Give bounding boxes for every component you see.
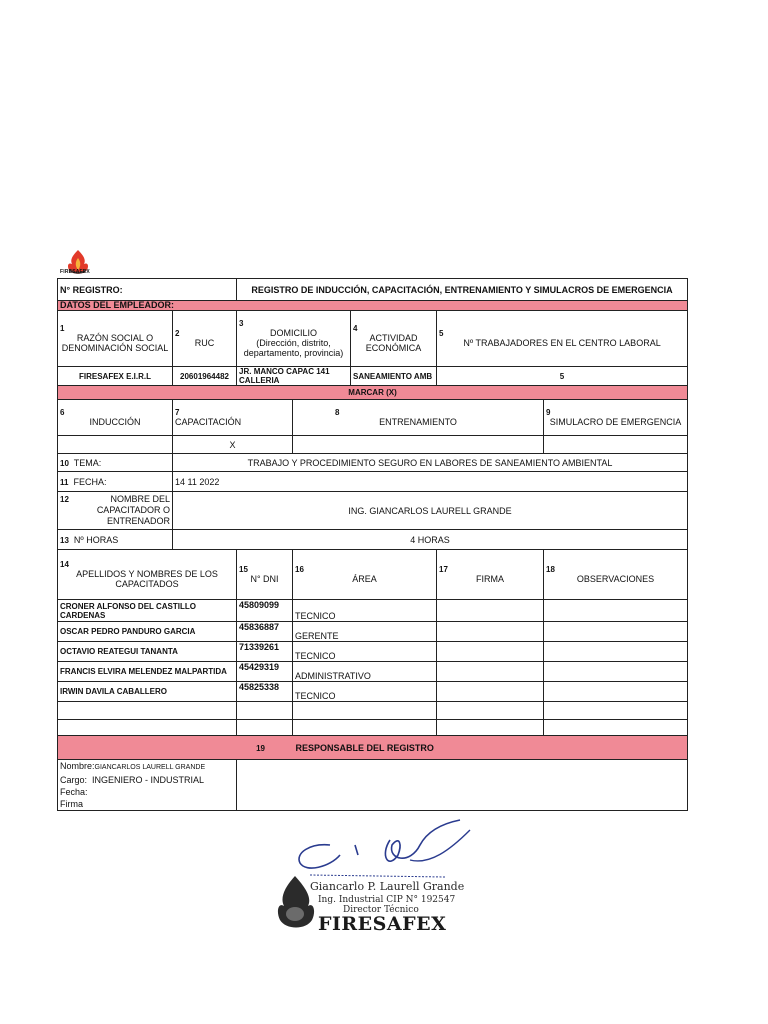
induccion-option: 6 INDUCCIÓN xyxy=(58,400,173,436)
capacitador-label: 12 NOMBRE DEL CAPACITADOR O ENTRENADOR xyxy=(58,492,173,530)
logo-text: FIRESAFEX xyxy=(60,269,90,275)
simulacro-option: 9 SIMULACRO DE EMERGENCIA xyxy=(544,400,688,436)
attendee-observaciones[interactable] xyxy=(544,662,688,682)
razon-social-value: FIRESAFEX E.I.R.L xyxy=(58,367,173,386)
attendee-firma[interactable] xyxy=(437,662,544,682)
attendee-firma[interactable] xyxy=(437,622,544,642)
nombre-label: Nombre: xyxy=(60,761,95,771)
stamp-name: Giancarlo P. Laurell Grande xyxy=(310,880,465,893)
attendee-observaciones[interactable] xyxy=(544,600,688,622)
responsable-title-row xyxy=(58,736,688,760)
registration-form xyxy=(57,278,687,811)
cargo-value: INGENIERO - INDUSTRIAL xyxy=(92,775,205,785)
attendee-observaciones[interactable] xyxy=(544,720,688,736)
ruc-value: 20601964482 xyxy=(173,367,237,386)
form-title: REGISTRO DE INDUCCIÓN, CAPACITACIÓN, ENTRENAMIENTO Y SIMULACROS DE EMERGENCIA xyxy=(237,279,688,301)
table-row xyxy=(58,682,688,702)
attendee-area: TECNICO xyxy=(293,600,437,622)
entrenamiento-option: 8 ENTRENAMIENTO xyxy=(293,400,544,436)
tema-value: TRABAJO Y PROCEDIMIENTO SEGURO EN LABORES DE SANEAMIENTO AMBIENTAL xyxy=(173,454,688,472)
area-header: 16 ÁREA xyxy=(293,550,437,600)
horas-label: 13 Nº HORAS xyxy=(58,530,173,550)
attendee-firma[interactable] xyxy=(437,720,544,736)
responsable-details xyxy=(58,760,237,811)
table-row xyxy=(58,662,688,682)
attendee-firma[interactable] xyxy=(437,642,544,662)
registro-label: N° REGISTRO: xyxy=(58,279,237,301)
attendee-dni: 45809099 xyxy=(237,600,293,622)
responsable-title: RESPONSABLE DEL REGISTRO xyxy=(295,742,434,753)
attendee-firma[interactable] xyxy=(437,702,544,720)
attendee-name: FRANCIS ELVIRA MELENDEZ MALPARTIDA xyxy=(58,662,237,682)
attendee-name: OCTAVIO REATEGUI TANANTA xyxy=(58,642,237,662)
attendee-observaciones[interactable] xyxy=(544,702,688,720)
attendee-name[interactable] xyxy=(58,702,237,720)
form-table xyxy=(57,278,688,811)
attendee-area: TECNICO xyxy=(293,642,437,662)
razon-social-header: 1 RAZÓN SOCIAL O DENOMINACIÓN SOCIAL xyxy=(58,311,173,367)
trabajadores-value: 5 xyxy=(437,367,688,386)
attendee-name: OSCAR PEDRO PANDURO GARCIA xyxy=(58,622,237,642)
entrenamiento-mark[interactable] xyxy=(293,436,544,454)
stamp-brand: FIRESAFEX xyxy=(318,913,447,935)
attendee-dni: 45825338 xyxy=(237,682,293,702)
attendee-firma[interactable] xyxy=(437,682,544,702)
attendee-firma[interactable] xyxy=(437,600,544,622)
attendee-name[interactable] xyxy=(58,720,237,736)
attendee-name: IRWIN DAVILA CABALLERO xyxy=(58,682,237,702)
attendee-area: TECNICO xyxy=(293,682,437,702)
trabajadores-header: 5 Nº TRABAJADORES EN EL CENTRO LABORAL xyxy=(437,311,688,367)
attendee-dni: 45429319 xyxy=(237,662,293,682)
induccion-mark[interactable] xyxy=(58,436,173,454)
nombres-header: 14 APELLIDOS Y NOMBRES DE LOS CAPACITADOS xyxy=(58,550,237,600)
table-row xyxy=(58,622,688,642)
actividad-value: SANEAMIENTO AMB xyxy=(351,367,437,386)
capacitador-value: ING. GIANCARLOS LAURELL GRANDE xyxy=(173,492,688,530)
table-row xyxy=(58,702,688,720)
attendee-dni: 71339261 xyxy=(237,642,293,662)
horas-value: 4 HORAS xyxy=(173,530,688,550)
attendee-dni[interactable] xyxy=(237,702,293,720)
attendee-area[interactable] xyxy=(293,702,437,720)
empleador-section-title: DATOS DEL EMPLEADOR: xyxy=(58,301,688,311)
table-row xyxy=(58,600,688,622)
ruc-header: 2 RUC xyxy=(173,311,237,367)
attendee-area: ADMINISTRATIVO xyxy=(293,662,437,682)
attendee-name: CRONER ALFONSO DEL CASTILLO CARDENAS xyxy=(58,600,237,622)
tema-label: 10 TEMA: xyxy=(58,454,173,472)
domicilio-header: 3 DOMICILIO (Dirección, distrito, departamento, provincia) xyxy=(237,311,351,367)
capacitacion-mark[interactable]: X xyxy=(173,436,293,454)
fecha-resp-label: Fecha: xyxy=(60,787,88,797)
observaciones-header: 18 OBSERVACIONES xyxy=(544,550,688,600)
nombre-value: GIANCARLOS LAURELL GRANDE xyxy=(94,764,206,771)
responsable-signature-area[interactable] xyxy=(237,760,688,811)
capacitacion-option: 7 CAPACITACIÓN xyxy=(173,400,293,436)
table-row xyxy=(58,642,688,662)
stamp-line1: Ing. Industrial CIP N° 192547 xyxy=(318,895,456,905)
attendee-area: GERENTE xyxy=(293,622,437,642)
attendee-observaciones[interactable] xyxy=(544,682,688,702)
fecha-label: 11 FECHA: xyxy=(58,472,173,492)
attendee-dni: 45836887 xyxy=(237,622,293,642)
actividad-header: 4 ACTIVIDAD ECONÓMICA xyxy=(351,311,437,367)
fecha-value: 14 11 2022 xyxy=(173,472,688,492)
table-row xyxy=(58,720,688,736)
domicilio-value: JR. MANCO CAPAC 141 CALLERIA xyxy=(237,367,351,386)
stamp-line2: Director Técnico xyxy=(343,905,419,915)
attendee-observaciones[interactable] xyxy=(544,642,688,662)
firma-resp-label: Firma xyxy=(60,799,83,809)
attendee-dni[interactable] xyxy=(237,720,293,736)
marcar-title: MARCAR (X) xyxy=(58,386,688,400)
simulacro-mark[interactable] xyxy=(544,436,688,454)
attendee-area[interactable] xyxy=(293,720,437,736)
dni-header: 15 N° DNI xyxy=(237,550,293,600)
responsable-num: 19 xyxy=(256,743,265,753)
attendee-observaciones[interactable] xyxy=(544,622,688,642)
firma-header: 17 FIRMA xyxy=(437,550,544,600)
cargo-label: Cargo: xyxy=(60,775,88,785)
